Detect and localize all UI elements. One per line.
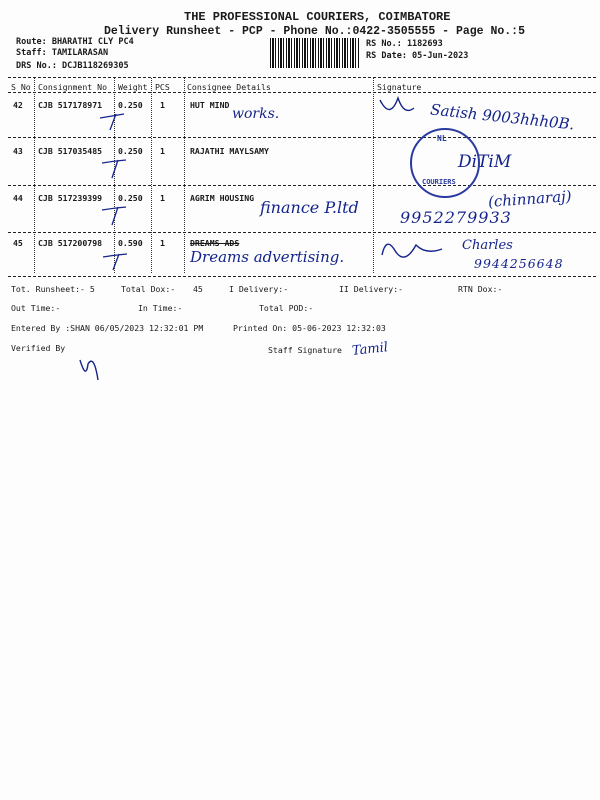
row-43-signature: DiTiM xyxy=(458,152,512,172)
row-45-consignee: DREAMS ADS xyxy=(190,238,240,248)
col-header-consignee: Consignee Details xyxy=(187,82,271,92)
col-header-sno: S No xyxy=(11,82,31,92)
row-45-sno: 45 xyxy=(13,238,23,248)
runsheet-title: Delivery Runsheet - PCP - Phone No.:0422-3505555 - Page No.:5 xyxy=(104,25,525,38)
row-42-note: works. xyxy=(232,106,280,122)
total-dox-value: 45 xyxy=(193,284,203,294)
row-42-sno: 42 xyxy=(13,100,23,110)
company-title: THE PROFESSIONAL COURIERS, COIMBATORE xyxy=(184,10,451,24)
col-header-pcs: PCS xyxy=(155,82,170,92)
row-45-note: Dreams advertising. xyxy=(190,248,345,266)
in-time-label: In Time:- xyxy=(138,303,183,313)
row-44-pcs: 1 xyxy=(160,193,165,203)
i-delivery-label: I Delivery:- xyxy=(229,284,289,294)
route-label: Route: BHARATHI CLY PC4 xyxy=(16,37,134,47)
row-44-consignee: AGRIM HOUSING xyxy=(190,193,255,203)
row-42-consignment: CJB 517178971 xyxy=(38,100,103,110)
drs-number: DRS No.: DCJB118269305 xyxy=(16,61,129,71)
row-43-weight: 0.250 xyxy=(118,146,143,156)
verified-by-label: Verified By xyxy=(11,343,66,353)
row-43-pcs: 1 xyxy=(160,146,165,156)
row-44-note: finance P.ltd xyxy=(260,198,359,217)
row-42-consignee: HUT MIND xyxy=(190,100,230,110)
row-44-phone: 9952279933 xyxy=(400,208,512,227)
row-43-consignment: CJB 517035485 xyxy=(38,146,103,156)
rs-date: RS Date: 05-Jun-2023 xyxy=(366,51,469,61)
entered-by: Entered By :SHAN 06/05/2023 12:32:01 PM xyxy=(11,323,204,333)
stamp-text-bottom: COURIERS xyxy=(422,178,456,186)
ii-delivery-label: II Delivery:- xyxy=(339,284,404,294)
row-43-sno: 43 xyxy=(13,146,23,156)
staff-handwritten-signature: Tamil xyxy=(351,340,389,359)
col-header-consignment: Consignment No xyxy=(38,82,108,92)
row-45-weight: 0.590 xyxy=(118,238,143,248)
row-44-weight: 0.250 xyxy=(118,193,143,203)
row-45-pcs: 1 xyxy=(160,238,165,248)
staff-signature-label: Staff Signature xyxy=(268,345,342,355)
row-45-phone: 9944256648 xyxy=(474,256,564,271)
total-dox-label: Total Dox:- xyxy=(121,284,176,294)
row-45-name: Charles xyxy=(462,238,513,253)
col-header-weight: Weight xyxy=(118,82,148,92)
row-43-consignee: RAJATHI MAYLSAMY xyxy=(190,146,269,156)
row-44-sno: 44 xyxy=(13,193,23,203)
out-time-label: Out Time:- xyxy=(11,303,61,313)
rs-number: RS No.: 1182693 xyxy=(366,39,443,49)
row-45-consignment: CJB 517200798 xyxy=(38,238,103,248)
printed-on: Printed On: 05-06-2023 12:32:03 xyxy=(233,323,386,333)
total-runsheet: Tot. Runsheet:- 5 xyxy=(11,284,95,294)
row-42-weight: 0.250 xyxy=(118,100,143,110)
row-44-signature: (chinnaraj) xyxy=(487,187,573,211)
stamp-text-top: NL xyxy=(437,134,447,143)
staff-label: Staff: TAMILARASAN xyxy=(16,48,109,58)
row-42-pcs: 1 xyxy=(160,100,165,110)
company-stamp xyxy=(410,128,480,198)
row-44-consignment: CJB 517239399 xyxy=(38,193,103,203)
rtn-dox-label: RTN Dox:- xyxy=(458,284,503,294)
col-header-signature: Signature xyxy=(377,82,422,92)
row-42-signature: Satish 9003hhh0B. xyxy=(429,100,576,134)
total-pod-label: Total POD:- xyxy=(259,303,314,313)
